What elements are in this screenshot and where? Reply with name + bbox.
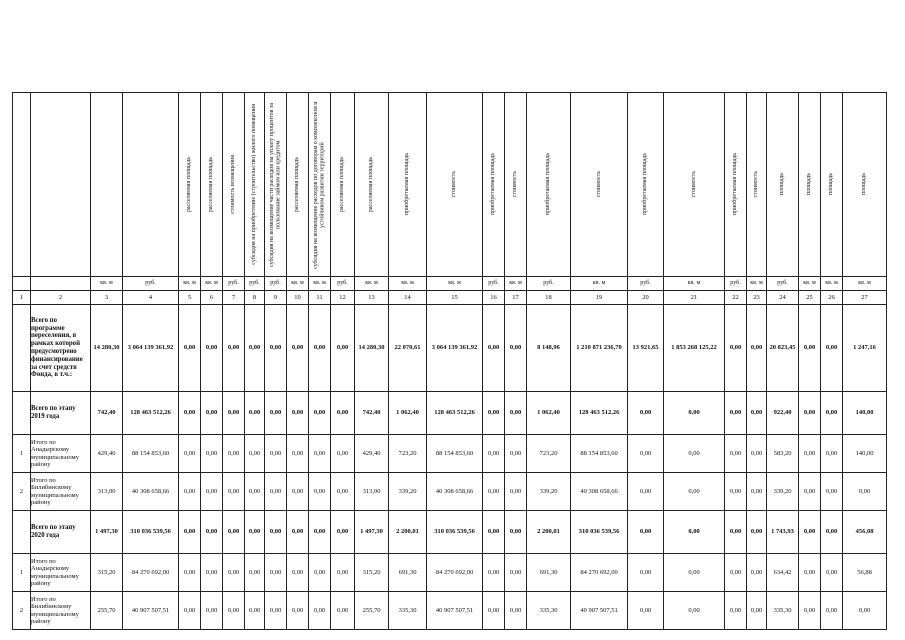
table-cell: 1 210 871 236,70 [571,305,628,392]
table-cell: 0,00 [821,554,843,592]
table-cell: 40 907 507,51 [123,592,179,630]
table-cell: 84 270 692,00 [427,554,483,592]
table-cell: 310 036 539,56 [571,511,628,554]
table-cell: 0,00 [747,554,767,592]
table-cell: 0,00 [245,511,265,554]
table-cell: 0,00 [309,592,331,630]
table-cell: 429,40 [355,435,389,473]
table-cell: 0,00 [223,592,245,630]
table-cell: 1 497,30 [355,511,389,554]
table-cell: 0,00 [309,305,331,392]
header-cell: расселяемая площадь [287,93,309,277]
table-cell: 0,00 [287,392,309,435]
table-cell: 0,00 [664,392,725,435]
table-cell: 40 308 658,66 [123,473,179,511]
row-index: 2 [13,592,31,630]
table-cell: 0,00 [505,305,527,392]
table-cell: 456,08 [843,511,887,554]
column-number: 5 [179,291,201,305]
table-cell: 0,00 [287,592,309,630]
table-cell: 0,00 [799,592,821,630]
table-cell: 84 270 692,00 [571,554,628,592]
table-cell: 0,00 [265,592,287,630]
table-cell: 0,00 [483,305,505,392]
table-cell: 0,00 [331,511,355,554]
table-cell: 0,00 [179,592,201,630]
table-cell: 0,00 [309,392,331,435]
header-cell: приобретаемая площадь [483,93,505,277]
table-cell: 335,30 [527,592,571,630]
table-cell: 255,70 [91,592,123,630]
table-cell: 128 463 512,26 [427,392,483,435]
column-numbers-row [13,291,887,305]
header-cell: субсидия на возмещение части расходов на уплату процентов за пользование займом или кредитом [265,93,287,277]
table-cell: 0,00 [265,435,287,473]
table-cell: 128 463 512,26 [571,392,628,435]
table-cell: 0,00 [821,511,843,554]
header-row [13,93,887,277]
unit-cell: кв. м [821,277,843,291]
header-cell: приобретаемая площадь [389,93,427,277]
table-cell: 0,00 [265,554,287,592]
district-row [13,554,887,592]
row-index: 1 [13,554,31,592]
table-cell: 0,00 [505,511,527,554]
header-cell: стоимость возмещения [223,93,245,277]
row-index [13,392,31,435]
table-cell: 2 200,01 [527,511,571,554]
unit-cell [31,277,91,291]
table-cell: 0,00 [331,305,355,392]
table-cell: 1 062,40 [389,392,427,435]
table-cell: 88 154 853,60 [427,435,483,473]
table-cell: 140,00 [843,435,887,473]
table-cell: 0,00 [179,305,201,392]
table-cell: 0,00 [664,473,725,511]
total-program-row [13,305,887,392]
table-cell: 56,88 [843,554,887,592]
column-number: 10 [287,291,309,305]
table-cell: 0,00 [309,554,331,592]
table-cell: 0,00 [628,473,664,511]
table-cell: 0,00 [287,305,309,392]
column-number: 12 [331,291,355,305]
table-cell: 315,20 [355,554,389,592]
row-index [13,511,31,554]
table-cell: 583,20 [767,435,799,473]
table-cell: 0,00 [725,554,747,592]
table-cell: 3 064 139 361,92 [123,305,179,392]
table-cell: 922,40 [767,392,799,435]
table-cell: 13 921,65 [628,305,664,392]
unit-cell: руб. [223,277,245,291]
table-cell: 88 154 853,60 [123,435,179,473]
table-cell: 0,00 [747,473,767,511]
table-cell: 88 154 853,60 [571,435,628,473]
table-cell: 0,00 [747,392,767,435]
table-cell: 0,00 [799,305,821,392]
table-cell: 140,00 [843,392,887,435]
table-cell: 0,00 [201,435,223,473]
table-cell: 0,00 [223,392,245,435]
header-cell: расселяемая площадь [179,93,201,277]
table-cell: 0,00 [245,392,265,435]
table-cell: 0,00 [821,473,843,511]
unit-cell: руб. [628,277,664,291]
table-cell: 255,70 [355,592,389,630]
header-cell: субсидия на возмещение расходов по договорам о комплексном и устойчивом развитии территорий [309,93,331,277]
table-cell: 0,00 [799,435,821,473]
table-cell: 0,00 [179,392,201,435]
table-cell: 0,00 [201,473,223,511]
header-cell: стоимость [664,93,725,277]
table-cell: 335,30 [767,592,799,630]
row-label: Всего по этапу 2019 года [31,392,91,435]
table-cell: 0,00 [201,592,223,630]
column-number: 25 [799,291,821,305]
unit-cell: кв. м [843,277,887,291]
header-cell: расселяемая площадь [201,93,223,277]
table-cell: 335,30 [389,592,427,630]
column-number: 11 [309,291,331,305]
row-index: 2 [13,473,31,511]
table-cell: 0,00 [309,435,331,473]
table-cell: 339,20 [527,473,571,511]
table-cell: 0,00 [483,435,505,473]
district-row [13,435,887,473]
column-number: 17 [505,291,527,305]
table-cell: 1 853 268 125,22 [664,305,725,392]
table-cell: 0,00 [265,392,287,435]
table-cell: 0,00 [628,592,664,630]
table-cell: 14 280,30 [355,305,389,392]
header-cell: стоимость [505,93,527,277]
table-cell: 0,00 [725,392,747,435]
table-cell: 0,00 [505,473,527,511]
table-cell: 0,00 [725,435,747,473]
table-cell: 0,00 [201,392,223,435]
unit-cell: кв. м [505,277,527,291]
table-cell: 0,00 [628,554,664,592]
table-cell: 40 907 507,51 [427,592,483,630]
table-cell: 0,00 [245,435,265,473]
table-cell: 0,00 [725,592,747,630]
table-cell: 0,00 [223,305,245,392]
table-cell: 742,40 [355,392,389,435]
column-number: 19 [571,291,628,305]
table-cell: 339,20 [389,473,427,511]
table-cell: 0,00 [628,392,664,435]
table-cell: 0,00 [505,592,527,630]
table-cell: 310 036 539,56 [427,511,483,554]
table-cell: 0,00 [287,554,309,592]
table-cell: 22 070,61 [389,305,427,392]
column-number: 16 [483,291,505,305]
district-row [13,473,887,511]
table-cell: 0,00 [331,435,355,473]
table-cell: 691,30 [527,554,571,592]
table-cell: 0,00 [725,305,747,392]
table-cell: 0,00 [287,473,309,511]
header-cell: площадь [843,93,887,277]
header-cell: площадь [799,93,821,277]
header-cell [91,93,123,277]
table-cell: 0,00 [331,592,355,630]
units-row [13,277,887,291]
table-cell: 723,20 [527,435,571,473]
column-number: 13 [355,291,389,305]
table-cell: 40 907 507,51 [571,592,628,630]
column-number: 22 [725,291,747,305]
table-cell: 429,40 [91,435,123,473]
row-label: Всего по программе переселения, в рамках которой предусмотрено финансирование за счет средств Фонда, в т.ч.: [31,305,91,392]
table-cell: 0,00 [628,511,664,554]
unit-cell: кв. м [309,277,331,291]
table-cell: 0,00 [664,435,725,473]
table-cell: 0,00 [331,473,355,511]
column-number: 27 [843,291,887,305]
table-cell: 0,00 [179,511,201,554]
column-number: 1 [13,291,31,305]
table-cell: 0,00 [245,554,265,592]
header-cell: стоимость [747,93,767,277]
header-cell: приобретаемая площадь [527,93,571,277]
row-label: Итого по Билибинскому муниципальному району [31,473,91,511]
table-cell: 0,00 [843,592,887,630]
table-cell: 0,00 [664,592,725,630]
row-label: Итого по Анадырскому муниципальному району [31,554,91,592]
table-cell: 0,00 [179,473,201,511]
table-cell: 14 280,30 [91,305,123,392]
table-cell: 3 064 139 361,92 [427,305,483,392]
unit-cell: кв. м [799,277,821,291]
table-cell: 0,00 [265,305,287,392]
header-cell [31,93,91,277]
row-index [13,305,31,392]
stage-2019-total-row [13,392,887,435]
unit-cell: кв. м [571,277,628,291]
unit-cell: кв. м [201,277,223,291]
table-cell: 0,00 [223,435,245,473]
column-number: 24 [767,291,799,305]
table-cell: 0,00 [505,554,527,592]
table-cell: 0,00 [331,392,355,435]
table-cell: 1 247,16 [843,305,887,392]
table-cell: 0,00 [799,511,821,554]
table-cell: 313,00 [91,473,123,511]
table-cell: 723,20 [389,435,427,473]
table-cell: 0,00 [483,511,505,554]
table-cell: 691,30 [389,554,427,592]
table-cell: 0,00 [223,473,245,511]
table-cell: 0,00 [245,305,265,392]
table-cell: 0,00 [265,473,287,511]
table-cell: 0,00 [223,511,245,554]
table-cell: 0,00 [747,305,767,392]
table-cell: 0,00 [799,554,821,592]
table-cell: 0,00 [843,473,887,511]
column-number: 20 [628,291,664,305]
table-cell: 0,00 [664,511,725,554]
unit-cell: кв. м [179,277,201,291]
table-cell: 8 148,96 [527,305,571,392]
unit-cell: кв. м [747,277,767,291]
unit-cell: руб. [331,277,355,291]
table-cell: 0,00 [179,554,201,592]
resettlement-table [12,92,887,630]
table-cell: 0,00 [265,511,287,554]
row-label: Итого по Билибинскому муниципальному району [31,592,91,630]
header-cell [13,93,31,277]
table-cell: 0,00 [287,435,309,473]
table-cell: 315,20 [91,554,123,592]
column-number: 14 [389,291,427,305]
column-number: 15 [427,291,483,305]
column-number: 2 [31,291,91,305]
table-cell: 0,00 [245,592,265,630]
table-cell: 0,00 [664,554,725,592]
table-cell: 0,00 [201,554,223,592]
table-cell: 20 823,45 [767,305,799,392]
column-number: 26 [821,291,843,305]
table-cell: 0,00 [725,511,747,554]
table-cell: 0,00 [799,473,821,511]
header-cell: приобретаемая площадь [725,93,747,277]
table-cell: 0,00 [201,511,223,554]
unit-cell: руб. [767,277,799,291]
table-cell: 0,00 [179,435,201,473]
table-cell: 0,00 [628,435,664,473]
table-cell: 0,00 [725,473,747,511]
table-cell: 0,00 [747,592,767,630]
table-cell: 0,00 [331,554,355,592]
column-number: 23 [747,291,767,305]
table-cell: 0,00 [223,554,245,592]
row-label: Итого по Анадырскому муниципальному району [31,435,91,473]
table-cell: 0,00 [483,392,505,435]
unit-cell: руб. [245,277,265,291]
table-cell: 0,00 [505,435,527,473]
unit-cell: руб. [527,277,571,291]
table-cell: 0,00 [245,473,265,511]
row-label: Всего по этапу 2020 года [31,511,91,554]
table-cell: 40 308 658,66 [427,473,483,511]
column-number: 4 [123,291,179,305]
unit-cell: кв. м [355,277,389,291]
column-number: 9 [265,291,287,305]
table-cell: 0,00 [505,392,527,435]
table-cell: 84 270 692,00 [123,554,179,592]
table-cell: 1 743,93 [767,511,799,554]
unit-cell: кв. м [427,277,483,291]
unit-cell: руб. [265,277,287,291]
column-number: 7 [223,291,245,305]
table-cell: 40 308 658,66 [571,473,628,511]
unit-cell: кв. м [389,277,427,291]
unit-cell: кв. м [91,277,123,291]
table-cell: 1 062,40 [527,392,571,435]
table-cell: 0,00 [799,392,821,435]
table-cell: 2 200,01 [389,511,427,554]
table-cell: 0,00 [309,511,331,554]
table-cell: 310 036 539,56 [123,511,179,554]
table-cell: 0,00 [483,554,505,592]
table-cell: 0,00 [287,511,309,554]
header-cell: расселяемая площадь [331,93,355,277]
header-cell: расселяемая площадь [355,93,389,277]
column-number: 21 [664,291,725,305]
table-cell: 0,00 [747,511,767,554]
table-cell: 0,00 [821,305,843,392]
header-cell: приобретаемая площадь [628,93,664,277]
table-cell: 0,00 [821,435,843,473]
table-cell: 742,40 [91,392,123,435]
table-cell: 313,00 [355,473,389,511]
column-number: 18 [527,291,571,305]
stage-2020-total-row [13,511,887,554]
column-number: 6 [201,291,223,305]
header-cell: стоимость [427,93,483,277]
unit-cell: руб. [725,277,747,291]
table-cell: 0,00 [747,435,767,473]
unit-cell: руб. [123,277,179,291]
table-cell: 339,20 [767,473,799,511]
header-cell: площадь [767,93,799,277]
header-cell: площадь [821,93,843,277]
column-number: 8 [245,291,265,305]
header-cell: субсидия на приобретение (строительство) жилого помещения [245,93,265,277]
table-cell: 0,00 [309,473,331,511]
table-cell: 128 463 512,26 [123,392,179,435]
table-cell: 0,00 [821,592,843,630]
unit-cell: кв. м [287,277,309,291]
unit-cell: руб. [483,277,505,291]
table-cell: 0,00 [201,305,223,392]
table-cell: 634,42 [767,554,799,592]
header-cell: стоимость [571,93,628,277]
table-cell: 1 497,30 [91,511,123,554]
unit-cell: кв. м [664,277,725,291]
table-cell: 0,00 [821,392,843,435]
table-cell: 0,00 [483,592,505,630]
column-number: 3 [91,291,123,305]
table-cell: 0,00 [483,473,505,511]
header-cell [123,93,179,277]
district-row [13,592,887,630]
unit-cell [13,277,31,291]
row-index: 1 [13,435,31,473]
